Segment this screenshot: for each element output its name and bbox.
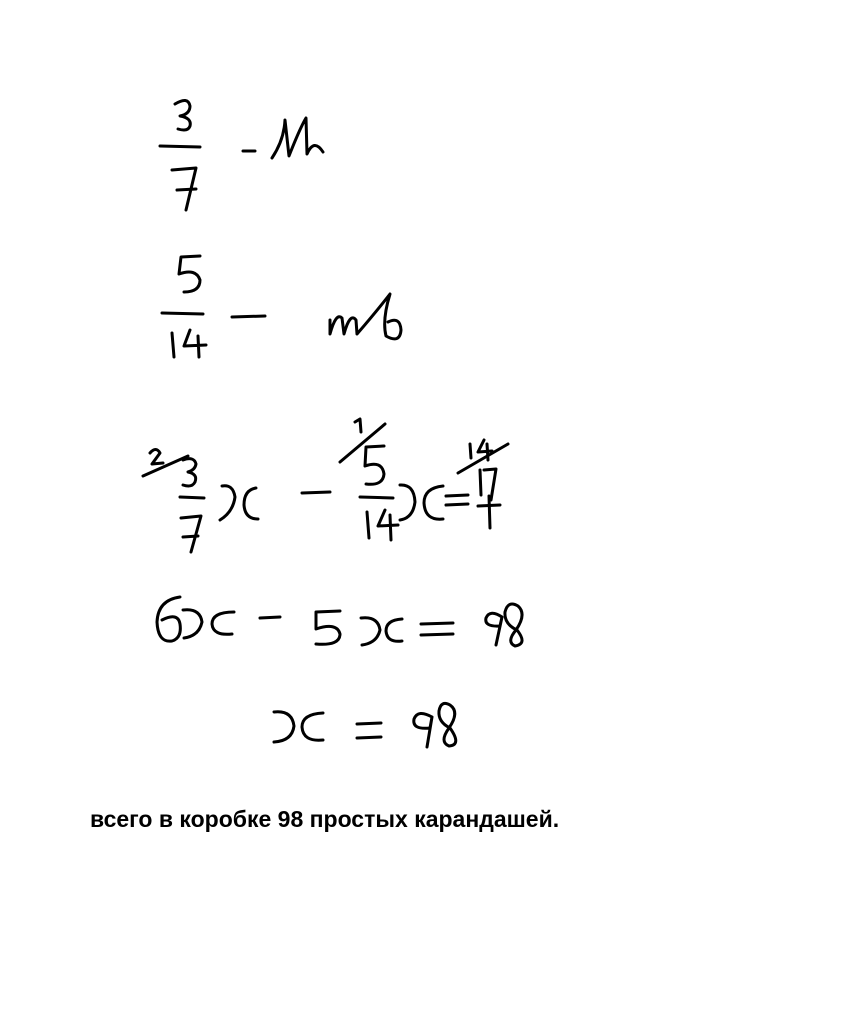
step-2 (274, 703, 456, 747)
answer-text: всего в коробке 98 простых карандашей. (90, 806, 560, 832)
term-5-14-x (340, 419, 443, 540)
variable-x (400, 485, 443, 520)
fraction-bar (162, 313, 203, 314)
minus (302, 492, 330, 493)
digit-7 (172, 168, 196, 210)
digit-5 (316, 611, 340, 644)
digit-7 (181, 516, 201, 552)
step2-text (23, 0, 26, 2)
step-1 (157, 597, 522, 646)
cancel-slash (458, 444, 508, 473)
cancel-slash (340, 424, 385, 462)
digit-8 (439, 703, 456, 746)
variable-x (274, 712, 323, 742)
minus (260, 617, 280, 618)
label-m (272, 118, 323, 158)
equals (421, 623, 453, 635)
equals (446, 495, 468, 505)
fraction-5-14-line2 (162, 256, 206, 357)
digit-4 (184, 330, 206, 357)
dash (232, 316, 265, 317)
digit-3 (175, 100, 190, 130)
variable-x (361, 618, 402, 645)
fraction-bar (180, 497, 204, 498)
fraction-bar (360, 497, 393, 498)
digit-3 (183, 459, 196, 486)
digit-9 (414, 713, 432, 747)
variable-x (183, 610, 234, 638)
label-mv (330, 294, 401, 339)
digit-1 (172, 333, 174, 357)
equals (357, 723, 381, 738)
factor-1 (355, 419, 361, 432)
variable-x (220, 486, 258, 520)
digit-6 (157, 597, 180, 641)
digit-5 (179, 256, 200, 292)
fraction-3-7-line1 (160, 100, 200, 210)
factor-2 (150, 450, 163, 465)
digit-5 (365, 446, 384, 484)
digit-4 (378, 510, 398, 540)
cancel-slash (143, 456, 188, 476)
fraction-bar (160, 146, 200, 147)
digit-1 (367, 512, 369, 538)
digit-9 (486, 613, 502, 645)
factor-14 (470, 440, 492, 460)
term-rhs-7 (458, 440, 508, 528)
term-3-7-x (143, 450, 258, 553)
digit-1 (489, 496, 490, 528)
digit-8 (505, 604, 522, 646)
